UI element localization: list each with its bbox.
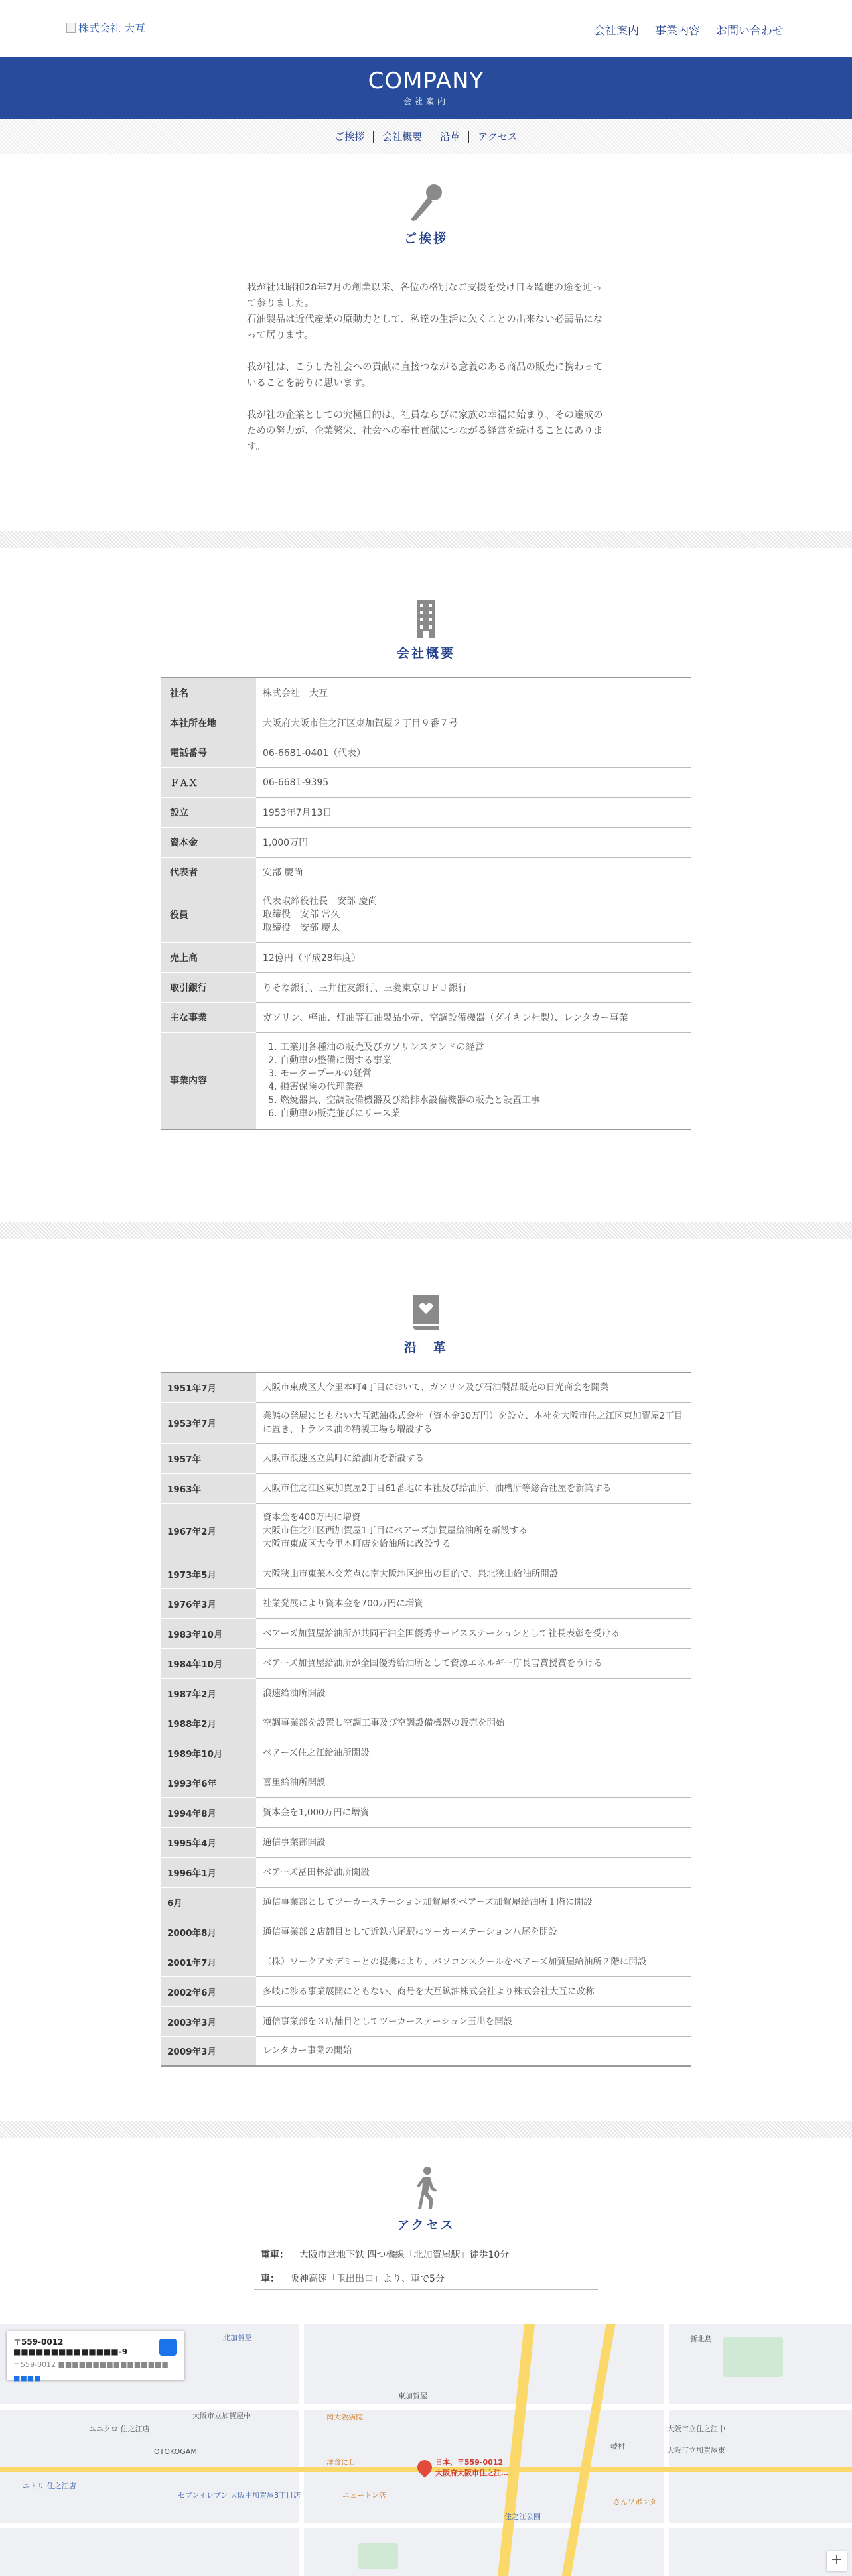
map-label: 岐村 <box>610 2442 625 2451</box>
business-item: 4. 損害保険の代理業務 <box>280 1080 685 1094</box>
info-label: 電話番号 <box>161 738 256 767</box>
info-row <box>161 708 691 738</box>
history-row <box>161 1857 691 1887</box>
info-label: 代表者 <box>161 857 256 887</box>
officer-line: 取締役 安部 慶太 <box>263 923 340 933</box>
info-value: ガソリン、軽油、灯油等石油製品小売、空調設備機器（ダイキン社製）、レンタカー事業 <box>256 1002 691 1032</box>
history-date: 1995年4月 <box>161 1827 256 1857</box>
history-date: 1963年 <box>161 1473 256 1503</box>
history-date: 1988年2月 <box>161 1708 256 1738</box>
access-row-car <box>254 2266 598 2290</box>
history-date: 1953年7月 <box>161 1402 256 1443</box>
history-row <box>161 2036 691 2066</box>
banner-subtitle: 会社案内 <box>403 97 449 106</box>
map-label: 洋食にし <box>326 2458 356 2467</box>
banner-title: COMPANY <box>368 68 484 94</box>
history-text: 通信事業部を３店舗目としてツーカーステーション玉出を開設 <box>256 2006 691 2036</box>
info-label: 主な事業 <box>161 1002 256 1032</box>
business-list <box>263 1041 685 1120</box>
microphone-icon <box>407 182 445 224</box>
access-label: 電車： <box>261 2249 289 2260</box>
history-date: 1996年1月 <box>161 1857 256 1887</box>
info-value: 株式会社 大互 <box>256 678 691 708</box>
history-date: 1973年5月 <box>161 1559 256 1588</box>
map-label: さんワボンタ <box>613 2498 657 2506</box>
info-label: 資本金 <box>161 827 256 857</box>
info-row <box>161 942 691 972</box>
history-date: 2009年3月 <box>161 2036 256 2066</box>
info-label: 事業内容 <box>161 1032 256 1129</box>
info-row <box>161 1002 691 1032</box>
subnav-access[interactable]: アクセス <box>468 131 526 143</box>
info-row <box>161 797 691 827</box>
history-row <box>161 1738 691 1768</box>
info-row <box>161 678 691 708</box>
greeting-title: ご挨拶 <box>403 231 448 246</box>
global-nav <box>594 21 784 38</box>
info-value: 12億円（平成28年度） <box>256 942 691 972</box>
info-row <box>161 738 691 767</box>
info-label: 本社所在地 <box>161 708 256 738</box>
info-value: 1953年7月13日 <box>256 797 691 827</box>
info-label: ＦＡＸ <box>161 767 256 797</box>
business-item: 1. 工業用各種油の販売及びガソリンスタンドの経営 <box>280 1041 685 1054</box>
business-item: 2. 自動車の整備に関する事業 <box>280 1054 685 1067</box>
nav-company[interactable]: 会社案内 <box>594 25 639 38</box>
history-row <box>161 1618 691 1648</box>
map-label: ニトリ 住之江店 <box>23 2482 76 2490</box>
map-card-sub: 〒559-0012 ■■■■■■■■■■■■■■■■ <box>13 2360 169 2369</box>
history-text: 通信事業部２店舗目として近鉄八尾駅にツーカーステーション八尾を開設 <box>256 1917 691 1947</box>
business-item: 3. モータープールの経営 <box>280 1067 685 1080</box>
map-pin-label: 日本、〒559-0012 大阪府大阪市住之江… <box>435 2458 508 2477</box>
site-header <box>0 0 852 57</box>
subnav-history[interactable]: 沿革 <box>431 131 468 143</box>
history-text: 資本金を400万円に増資 大阪市住之江区西加賀屋1丁目にベアーズ加賀屋給油所を新設する 大阪市東成区大今里本町店を給油所に改設する <box>256 1503 691 1559</box>
history-text: 大阪狭山市東茱木交差点に南大阪地区進出の目的で、泉北狭山給油所開設 <box>256 1559 691 1588</box>
info-label: 役員 <box>161 887 256 942</box>
history-row <box>161 1708 691 1738</box>
history-section <box>0 1239 852 2121</box>
zoom-in-button[interactable]: + <box>827 2551 847 2571</box>
info-row <box>161 827 691 857</box>
officer-line: 代表取締役社長 安部 慶尚 <box>263 896 378 907</box>
map-label: 新北島 <box>690 2335 712 2343</box>
map-info-card <box>7 2331 184 2380</box>
history-row <box>161 1372 691 1402</box>
access-label: 車： <box>261 2273 279 2284</box>
history-text: 喜里給油所開設 <box>256 1768 691 1797</box>
history-date: 1957年 <box>161 1443 256 1473</box>
info-value: 06-6681-0401（代表） <box>256 738 691 767</box>
business-item: 6. 自動車の販売並びにリース業 <box>280 1107 685 1120</box>
history-text: 社業発展により資本金を700万円に増資 <box>256 1588 691 1618</box>
map-label: ユニクロ 住之江店 <box>89 2425 150 2433</box>
history-text: 業態の発展にともない大互鉱油株式会社（資本金30万円）を設立、本社を大阪市住之江区東加賀屋2丁目に置き、トランス油の精製工場も増設する <box>256 1402 691 1443</box>
directions-icon[interactable] <box>159 2339 177 2356</box>
map-label: ニュートン店 <box>342 2491 386 2500</box>
info-label: 売上高 <box>161 942 256 972</box>
map-label: セブンイレブン 大阪中加賀屋3丁目店 <box>178 2491 301 2500</box>
info-value: 1,000万円 <box>256 827 691 857</box>
history-row <box>161 1503 691 1559</box>
page-banner <box>0 57 852 119</box>
access-list <box>254 2242 598 2290</box>
history-row <box>161 1648 691 1678</box>
history-date: 1951年7月 <box>161 1372 256 1402</box>
history-date: 2001年7月 <box>161 1947 256 1976</box>
history-row <box>161 1473 691 1503</box>
history-row <box>161 1559 691 1588</box>
info-label: 取引銀行 <box>161 972 256 1002</box>
info-label: 社名 <box>161 678 256 708</box>
map-card-link[interactable]: ■■■■ <box>13 2374 41 2382</box>
info-row <box>161 972 691 1002</box>
map-label: 大阪市立加賀屋中 <box>192 2412 251 2420</box>
google-map[interactable] <box>0 2324 852 2576</box>
walking-person-icon <box>411 2166 441 2210</box>
history-date: 2002年6月 <box>161 1976 256 2006</box>
overview-title: 会社概要 <box>396 646 455 661</box>
history-row <box>161 1768 691 1797</box>
map-label: 南大阪病院 <box>326 2413 363 2421</box>
history-date: 2003年3月 <box>161 2006 256 2036</box>
history-row <box>161 1827 691 1857</box>
map-label: 大阪市立住之江中 <box>667 2425 725 2433</box>
subnav-overview[interactable]: 会社概要 <box>373 131 431 143</box>
info-label: 設立 <box>161 797 256 827</box>
site-logo[interactable] <box>66 20 145 35</box>
history-date: 1987年2月 <box>161 1678 256 1708</box>
building-icon <box>413 597 439 638</box>
map-label: OTOKOGAMI <box>154 2447 200 2456</box>
section-divider <box>0 531 852 548</box>
history-date: 1989年10月 <box>161 1738 256 1768</box>
history-date: 1993年6年 <box>161 1768 256 1797</box>
map-label: 住之江公園 <box>504 2512 541 2521</box>
history-text: 多岐に渉る事業展開にともない、商号を大互鉱油株式会社より株式会社大互に改称 <box>256 1976 691 2006</box>
history-date: 1984年10月 <box>161 1648 256 1678</box>
map-label: 大阪市立加賀屋東 <box>667 2446 725 2455</box>
business-item: 5. 燃焼器具、空調設備機器及び給排水設備機器の販売と設置工事 <box>280 1094 685 1107</box>
info-value <box>256 887 691 942</box>
history-title: 沿 革 <box>403 1340 448 1355</box>
map-pin-icon[interactable] <box>414 2457 435 2477</box>
section-nav <box>0 119 852 154</box>
history-text: （株）ワークアカデミーとの提携により、パソコンスクールをベアーズ加賀屋給油所２階に開設 <box>256 1947 691 1976</box>
history-date: 6月 <box>161 1887 256 1917</box>
info-row <box>161 887 691 942</box>
history-date: 1994年8月 <box>161 1797 256 1827</box>
history-text: 通信事業部としてツーカーステーション加賀屋をベアーズ加賀屋給油所１階に開設 <box>256 1887 691 1917</box>
info-value: りそな銀行、三井住友銀行、三菱東京ＵＦＪ銀行 <box>256 972 691 1002</box>
info-value <box>256 1032 691 1129</box>
company-info-table <box>161 677 691 1130</box>
info-value: 06-6681-9395 <box>256 767 691 797</box>
history-text: レンタカー事業の開始 <box>256 2036 691 2066</box>
info-row <box>161 1032 691 1129</box>
info-row <box>161 767 691 797</box>
history-date: 1983年10月 <box>161 1618 256 1648</box>
history-text: ベアーズ加賀屋給油所が全国優秀給油所として資源エネルギー庁長官賞授賞をうける <box>256 1648 691 1678</box>
history-text: 資本金を1,000万円に増資 <box>256 1797 691 1827</box>
history-date: 1967年2月 <box>161 1503 256 1559</box>
history-row <box>161 1588 691 1618</box>
greeting-paragraph: 我が社は昭和28年7月の創業以来、各位の格別なご支援を受け日々躍進の途を辿って参りました。 石油製品は近代産業の原動力として、私達の生活に欠くことの出来ない必需品になって居ります。 <box>247 283 603 341</box>
history-row <box>161 1797 691 1827</box>
map-label: 東加賀屋 <box>398 2392 427 2400</box>
history-text: 大阪市住之江区東加賀屋2丁目61番地に本社及び給油所、油槽所等総合社屋を新築する <box>256 1473 691 1503</box>
history-row <box>161 1887 691 1917</box>
history-row <box>161 1402 691 1443</box>
info-row <box>161 857 691 887</box>
history-text: ベアーズ冨田林給油所開設 <box>256 1857 691 1887</box>
access-row-train <box>254 2242 598 2266</box>
greeting-paragraph: 我が社の企業としての究極目的は、社員ならびに家族の幸福に始まり、その達成のための努力が、企業繁栄、社会への奉仕貢献につながる経営を続けることにあります。 <box>247 410 603 452</box>
history-row <box>161 1947 691 1976</box>
section-divider <box>0 1222 852 1239</box>
map-card-address: 〒559-0012 ■■■■■■■■■■■■■■-9 <box>13 2337 128 2356</box>
access-text: 阪神高速「玉出出口」より、車で5分 <box>290 2273 445 2284</box>
info-value: 大阪府大阪市住之江区東加賀屋２丁目９番７号 <box>256 708 691 738</box>
greeting-body <box>247 280 605 455</box>
history-row <box>161 1917 691 1947</box>
greeting-paragraph: 我が社は、こうした社会への貢献に直接つながる意義のある商品の販売に携わっていることを誇りに思います。 <box>247 362 603 389</box>
history-table <box>161 1372 691 2067</box>
history-text: 通信事業部開設 <box>256 1827 691 1857</box>
history-row <box>161 1976 691 2006</box>
nav-contact[interactable]: お問い合わせ <box>716 25 784 38</box>
nav-business[interactable]: 事業内容 <box>655 25 700 38</box>
info-value: 安部 慶尚 <box>256 857 691 887</box>
history-text: 大阪市浪速区立葉町に給油所を新設する <box>256 1443 691 1473</box>
broken-image-icon <box>66 23 76 33</box>
history-text: 浪速給油所開設 <box>256 1678 691 1708</box>
officer-line: 取締役 安部 常久 <box>263 909 340 920</box>
access-title: アクセス <box>397 2218 455 2232</box>
access-text: 大阪市営地下鉄 四つ橋線「北加賀屋駅」徒歩10分 <box>299 2249 510 2260</box>
history-text: ベアーズ加賀屋給油所が共同石油全国優秀サービスステーションとして社長表彰を受ける <box>256 1618 691 1648</box>
section-divider <box>0 2121 852 2138</box>
history-row <box>161 1443 691 1473</box>
history-date: 1976年3月 <box>161 1588 256 1618</box>
subnav-greeting[interactable]: ご挨拶 <box>334 131 365 143</box>
logo-alt-text: 株式会社 大互 <box>78 22 146 34</box>
history-row <box>161 1678 691 1708</box>
history-row <box>161 2006 691 2036</box>
history-text: 大阪市東成区大今里本町4丁目において、ガソリン及び石油製品販売の日光商会を開業 <box>256 1372 691 1402</box>
greeting-section <box>0 154 852 531</box>
history-date: 2000年8月 <box>161 1917 256 1947</box>
map-label: 北加賀屋 <box>223 2333 252 2342</box>
overview-section <box>0 548 852 1222</box>
access-section <box>0 2138 852 2324</box>
history-text: ベアーズ住之江給油所開設 <box>256 1738 691 1768</box>
history-text: 空調事業部を設置し空調工事及び空調設備機器の販売を開始 <box>256 1708 691 1738</box>
book-heart-icon <box>410 1293 442 1332</box>
